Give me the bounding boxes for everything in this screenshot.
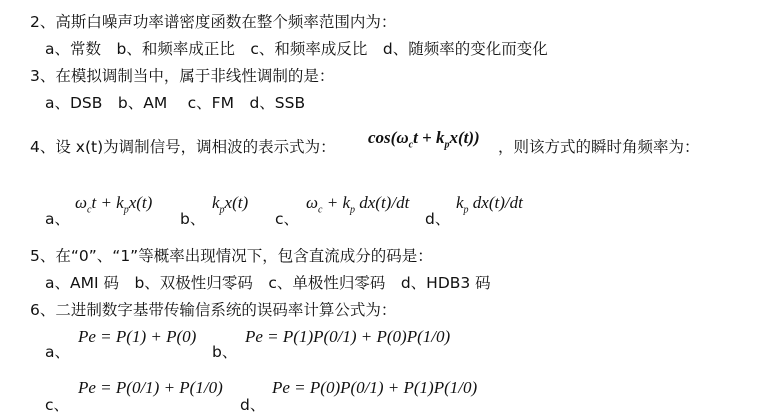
q4-stem-post: ，则该方式的瞬时角频率为： (498, 138, 700, 156)
q4-label-d: d、 (425, 210, 451, 228)
q6-label-d: d、 (240, 396, 266, 414)
q6-label-b: b、 (212, 343, 238, 361)
q3-stem: 3、在模拟调制当中，属于非线性调制的是： (30, 67, 335, 85)
q5-stem: 5、在“0”、“1”等概率出现情况下，包含直流成分的码是： (30, 247, 433, 265)
q4-label-c: c、 (275, 210, 300, 228)
q6-label-c: c、 (45, 396, 70, 414)
q3-options: a、DSB b、AM c、FM d、SSB (45, 94, 306, 112)
q4-option-a: $\omega_ct + k_px(t)$ (75, 193, 153, 216)
q4-label-a: a、 (45, 210, 70, 228)
q4-label-b: b、 (180, 210, 206, 228)
q6-option-a: Pe = P(1) + P(0) (78, 327, 197, 346)
q6-label-a: a、 (45, 343, 70, 361)
q6-option-b: Pe = P(1)P(0/1) + P(0)P(1/0) (245, 327, 451, 346)
q2-stem: 2、高斯白噪声功率谱密度函数在整个频率范围内为： (30, 13, 397, 31)
q4-formula: $\cos(\omega_ct + k_px(t))$ (368, 128, 480, 151)
q5-options: a、AMI 码 b、双极性归零码 c、单极性归零码 d、HDB3 码 (45, 274, 491, 292)
q6-stem: 6、二进制数字基带传输信系统的误码率计算公式为： (30, 301, 397, 319)
q4-option-c: $\omega_c + k_p$ dx(t)/dt (306, 193, 410, 216)
q2-options: a、常数 b、和频率成正比 c、和频率成反比 d、随频率的变化而变化 (45, 40, 548, 58)
q4-option-b: $k_px(t)$ (212, 193, 249, 216)
q6-option-c: Pe = P(0/1) + P(1/0) (78, 378, 223, 397)
q4-option-d: $k_p$ dx(t)/dt (456, 193, 523, 216)
q6-option-d: Pe = P(0)P(0/1) + P(1)P(1/0) (272, 378, 478, 397)
q4-stem-pre: 4、设 x(t)为调制信号，调相波的表示式为： (30, 138, 336, 156)
